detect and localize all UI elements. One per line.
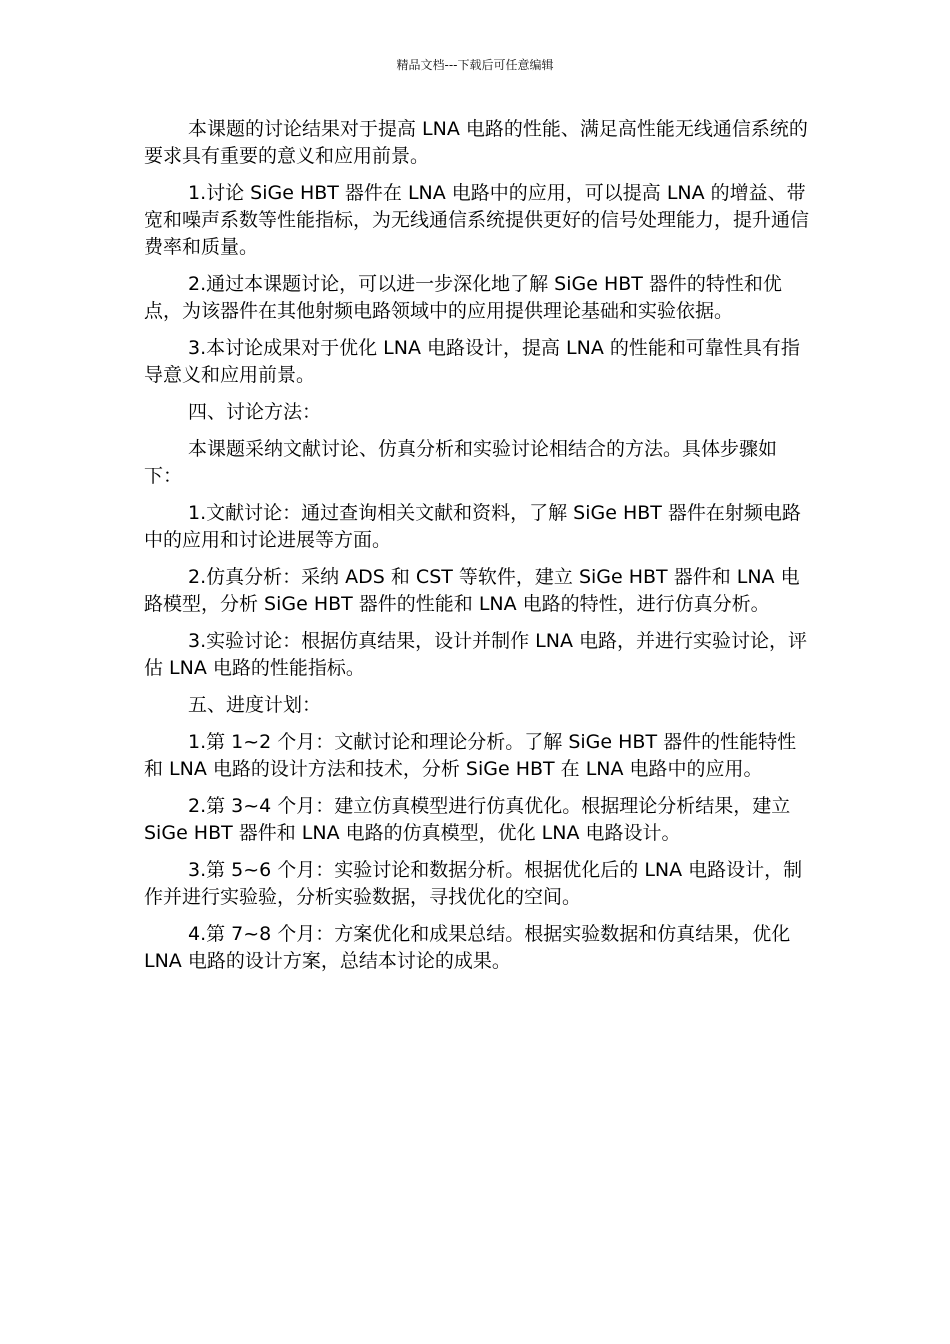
- section-heading-schedule: 五、进度计划：: [188, 694, 322, 716]
- paragraph-schedule-2: 2.第 3~4 个月：建立仿真模型进行仿真优化。根据理论分析结果，建立 SiGe HBT 器件和 LNA 电路的仿真模型，优化 LNA 电路设计。: [144, 795, 791, 844]
- paragraph-schedule-3: 3.第 5~6 个月：实验讨论和数据分析。根据优化后的 LNA 电路设计，制作并进行实验验，分析实验数据，寻找优化的空间。: [144, 859, 803, 908]
- paragraph-point-2: 2.通过本课题讨论，可以进一步深化地了解 SiGe HBT 器件的特性和优点，为该器件在其他射频电路领域中的应用提供理论基础和实验依据。: [144, 273, 782, 322]
- paragraph-schedule-4: 4.第 7~8 个月：方案优化和成果总结。根据实验数据和仿真结果，优化 LNA 电路的设计方案，总结本讨论的成果。: [144, 923, 791, 972]
- section-heading-methods: 四、讨论方法：: [188, 401, 322, 423]
- paragraph-method-simulation: 2.仿真分析：采纳 ADS 和 CST 等软件，建立 SiGe HBT 器件和 LNA 电路模型，分析 SiGe HBT 器件的性能和 LNA 电路的特性，进行仿真分析。: [144, 566, 800, 615]
- paragraph-point-1: 1.讨论 SiGe HBT 器件在 LNA 电路中的应用，可以提高 LNA 的增益、带宽和噪声系数等性能指标，为无线通信系统提供更好的信号处理能力，提升通信费率和质量。: [144, 182, 810, 258]
- document-body: [144, 116, 810, 985]
- paragraph-schedule-1: 1.第 1~2 个月：文献讨论和理论分析。了解 SiGe HBT 器件的性能特性和 LNA 电路的设计方法和技术，分析 SiGe HBT 在 LNA 电路中的应用。: [144, 731, 797, 780]
- page-header: 精品文档---下载后可任意编辑: [396, 58, 554, 72]
- paragraph-significance: 本课题的讨论结果对于提高 LNA 电路的性能、满足高性能无线通信系统的要求具有重要的意义和应用前景。: [144, 118, 808, 167]
- paragraph-methods-intro: 本课题采纳文献讨论、仿真分析和实验讨论相结合的方法。具体步骤如下：: [144, 438, 778, 487]
- paragraph-method-experiment: 3.实验讨论：根据仿真结果，设计并制作 LNA 电路，并进行实验讨论，评估 LNA 电路的性能指标。: [144, 630, 808, 679]
- paragraph-point-3: 3.本讨论成果对于优化 LNA 电路设计，提高 LNA 的性能和可靠性具有指导意义和应用前景。: [144, 337, 800, 386]
- paragraph-method-literature: 1.文献讨论：通过查询相关文献和资料，了解 SiGe HBT 器件在射频电路中的应用和讨论进展等方面。: [144, 502, 801, 551]
